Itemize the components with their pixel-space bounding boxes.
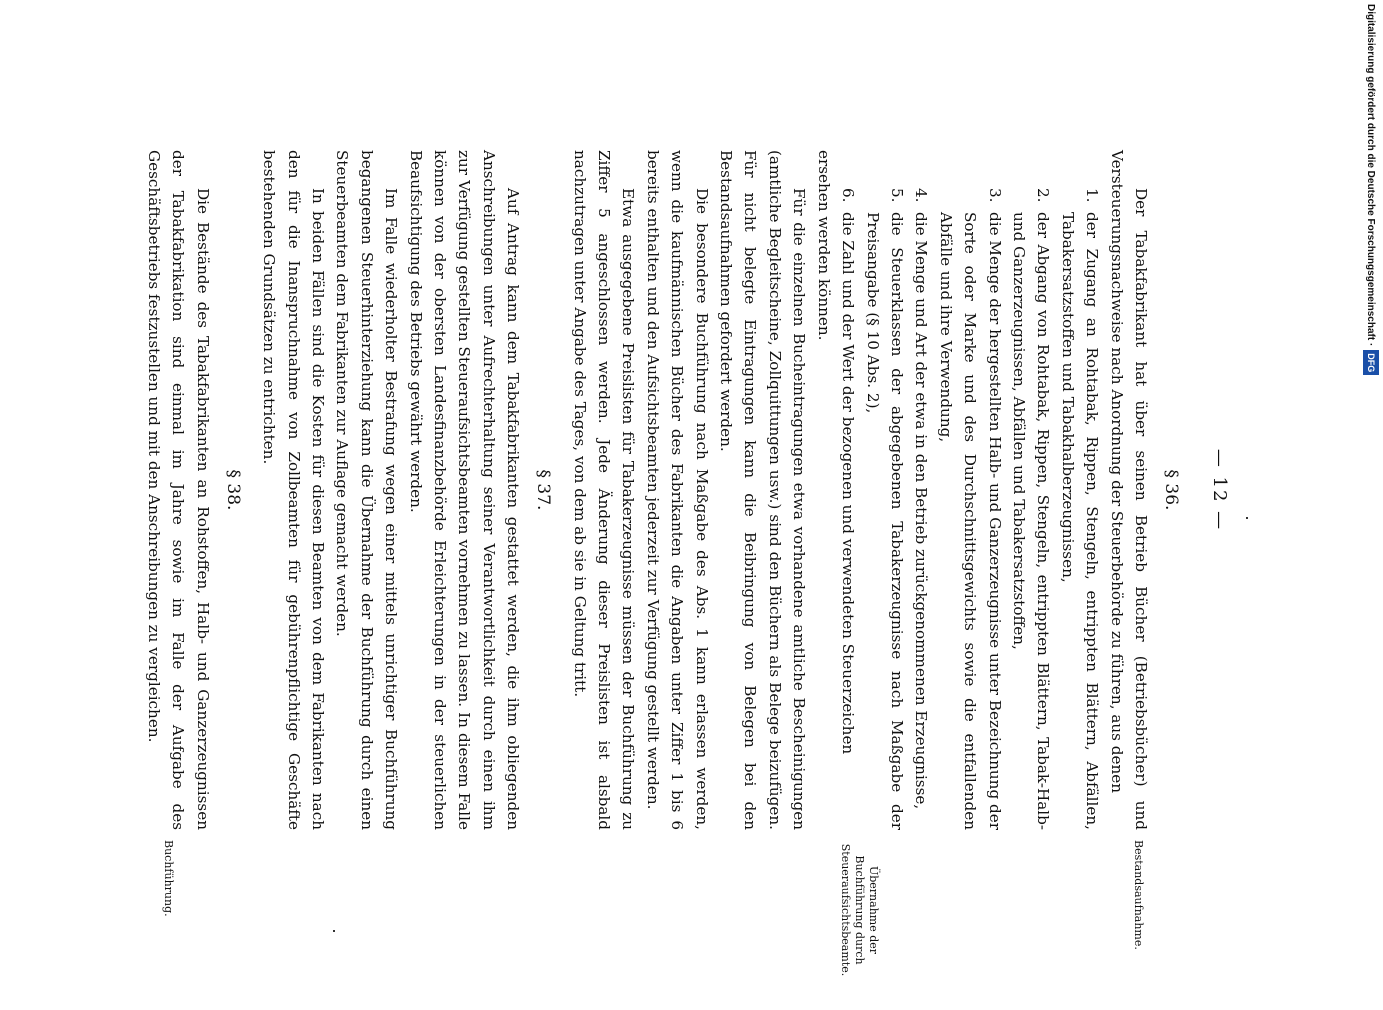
scan-speck [333, 930, 335, 932]
list-item: 2. der Abgang von Rohtabak, Rippen, Stengeln, entrippten Blättern, Tabak-Halb- und Ganzerzeugnissen, Abfällen und Tabakersatzstoffen, [1009, 188, 1053, 830]
rotated-text-block [130, 0, 1270, 1000]
margin-note-37-text: Übernahme der Buchführung durch Steueraufsichtsbeamte. [839, 843, 880, 977]
section-36-paragraph: Für die einzelnen Bucheintragungen etwa vorhandene amtliche Bescheinigungen (amtliche Begleitscheine, Zollquittungen usw.) sind den Büchern als Belege beizufügen. Für nicht belegte Eintragungen kann die Beibringung von Belegen bei den Bestandsaufnahmen gefordert werden. [717, 150, 809, 830]
page-number: — 12 — [1209, 448, 1230, 532]
list-item: 1. der Zugang an Rohtabak, Rippen, Stengeln, entrippten Blättern, Abfällen, Tabakersatzstoffen und Tabakhalberzeugnissen, [1058, 188, 1102, 830]
section-36-paragraph: Etwa ausgegebene Preislisten für Tabakerzeugnisse müssen der Buchführung zu Ziffer 5 angeschlossen werden. Jede Änderung dieser Preislisten ist alsbald nachzutragen unter Angabe des Tages, von dem ab sie in Geltung tritt. [570, 150, 638, 830]
list-item: 3. die Menge der hergestellten Halb- und Ganzerzeugnisse unter Bezeichnung der Sorte oder Marke und des Durchschnittsgewichts sowie die entfallenden Abfälle und ihre Verwendung, [936, 188, 1004, 830]
section-36-after-list: ersehen werden können. [814, 150, 833, 341]
list-item: 6. die Zahl und der Wert der bezogenen und verwendeten Steuerzeichen [839, 188, 858, 755]
section-36-paragraph: Die besondere Buchführung nach Maßgabe des Abs. 1 kann erlassen werden, wenn die kaufmännischen Bücher des Fabrikanten die Angaben unter Ziffer 1 bis 6 bereits enthalten und den Aufsichtsbeamten jederzeit zur Verfügung gestellt werden. [643, 150, 711, 830]
section-heading-37: § 37. [533, 469, 554, 511]
section-38-paragraph: Die Bestände des Tabakfabrikanten an Rohstoffen, Halb- und Ganzerzeugnissen der Tabakfabrikation sind einmal im Jahre sowie im Falle der Aufgabe des Geschäftsbetriebs festzustellen und mit den Anschreibungen zu vergleichen. [144, 150, 212, 830]
scan-speck [1246, 517, 1248, 519]
margin-note-38-text: Bestandsaufnahme. [1132, 840, 1145, 950]
margin-note-36 [160, 840, 180, 1010]
list-item: 4. die Menge und Art der etwa in den Betrieb zurückgenommenen Erzeugnisse, [912, 188, 931, 810]
margin-note-37 [820, 840, 880, 1000]
section-36-intro: Der Tabakfabrikant hat über seinen Betrieb Bücher (Betriebsbücher) und Versteuerungsnachweise nach Anordnung der Steuerbehörde zu führen, aus denen [1107, 150, 1150, 830]
dfg-credit-text: Digitalisierung gefördert durch die Deutsche Forschungsgemeinschaft · [1365, 4, 1376, 347]
dfg-credit [1363, 4, 1379, 994]
section-37-paragraph: Auf Antrag kann dem Tabakfabrikanten gestattet werden, die ihm obliegenden Anschreibungen unter Aufrechterhaltung seiner Verantwortlichkeit durch einen ihm zur Verfügung gestellten Steueraufsichtsbeamten vornehmen zu lassen. In diesem Falle können von der obersten Landesfinanzbehörde Erleichterungen in der steuerlichen Beaufsichtigung des Betriebs gewährt werden. [406, 150, 523, 830]
section-heading-36: § 36. [1161, 469, 1181, 511]
dfg-logo: DFG [1363, 350, 1379, 375]
margin-note-36-text: Buchführung. [162, 840, 175, 917]
margin-note-38 [1130, 840, 1150, 1010]
section-37-paragraph: Im Falle wiederholter Bestrafung wegen einer mittels unrichtiger Buchführung begangenen Steuerhinterziehung kann die Übernahme der Buchführung durch einen Steuerbeamten dem Fabrikanten zur Auflage gemacht werden. [333, 150, 401, 830]
list-item: 5. die Steuerklassen der abgegebenen Tabakerzeugnisse nach Maßgabe der Preisangabe (§ 10 Abs. 2), [863, 188, 906, 830]
section-37-paragraph: In beiden Fällen sind die Kosten für diesen Beamten von dem Fabrikanten nach den für die Inanspruchnahme von Zollbeamten für gebührenpflichtige Geschäfte bestehenden Grundsätzen zu entrichten. [260, 150, 327, 830]
section-heading-38: § 38. [222, 469, 243, 511]
text-column [142, 150, 1230, 830]
section-36-list [836, 150, 1104, 830]
